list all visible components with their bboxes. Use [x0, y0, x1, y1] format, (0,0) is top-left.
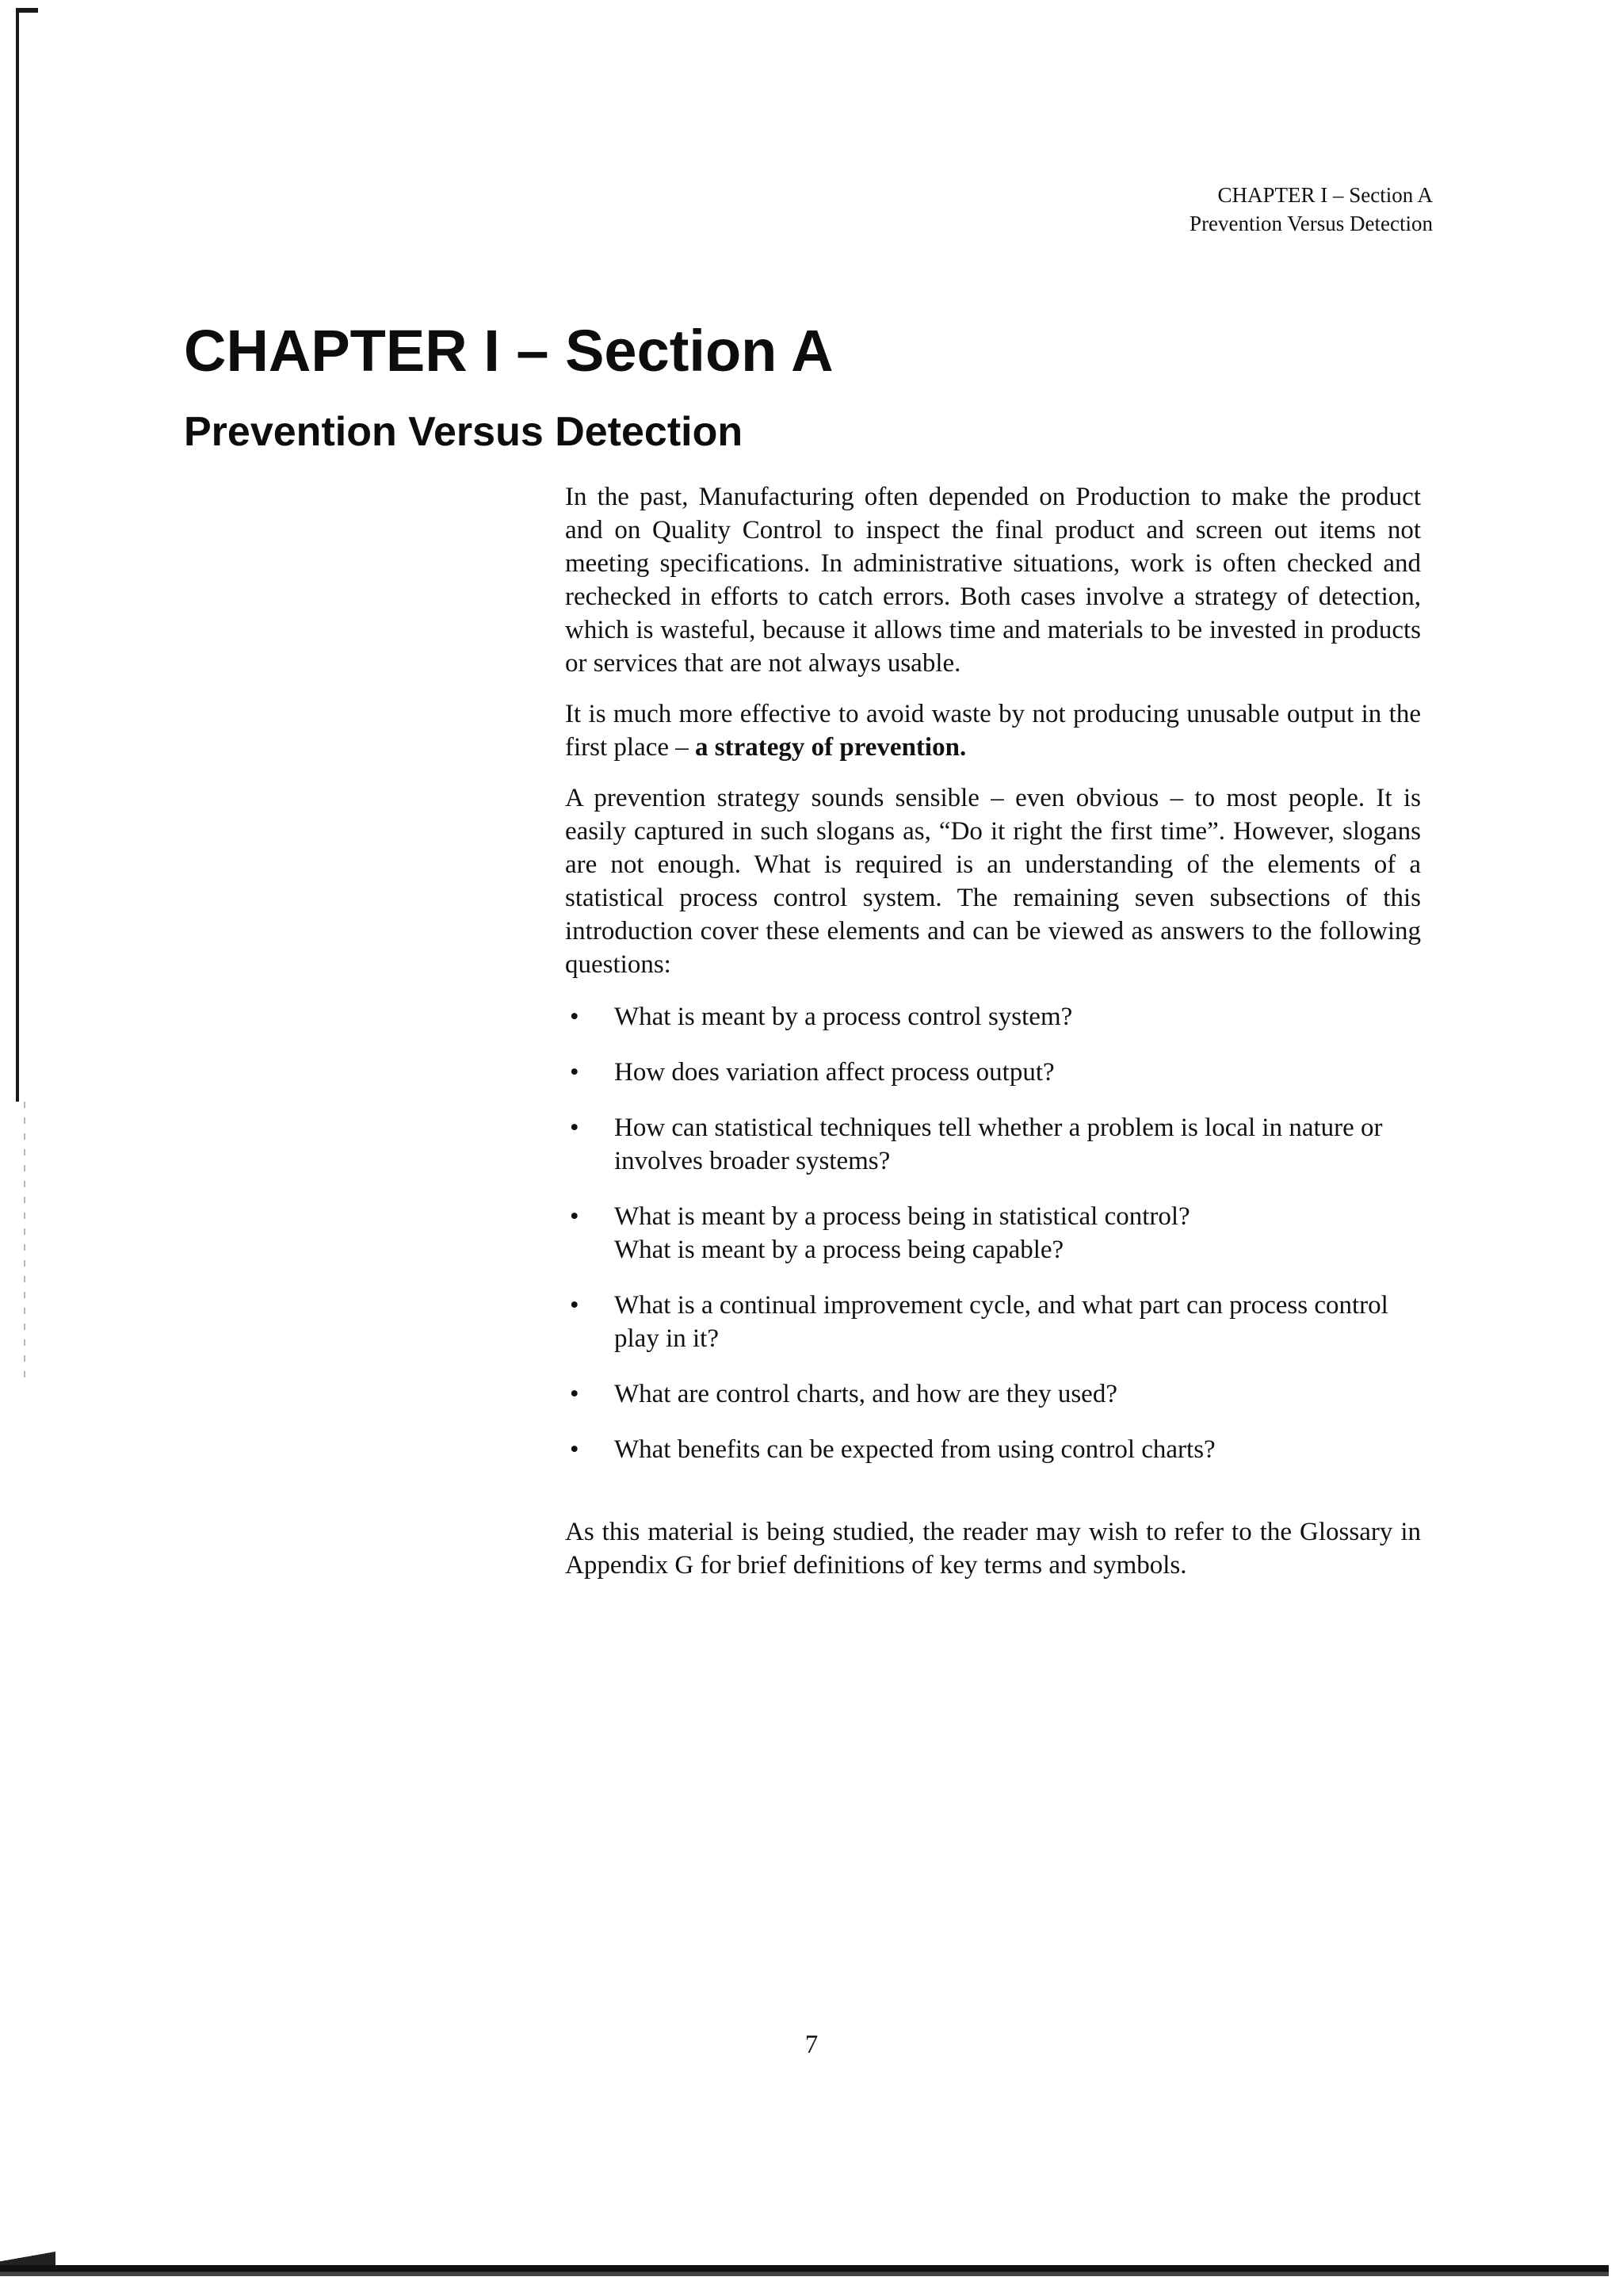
- bullet-icon: •: [570, 1380, 579, 1408]
- paragraph-prevention: [565, 697, 1421, 764]
- bullet-icon: •: [570, 1058, 579, 1087]
- list-item-text: How can statistical techniques tell whether a problem is local in nature or involves broader systems?: [614, 1114, 1383, 1175]
- list-item: [565, 1377, 1421, 1411]
- chapter-title: CHAPTER I – Section A: [184, 318, 834, 384]
- bullet-icon: •: [570, 1003, 579, 1031]
- running-header-chapter: CHAPTER I – Section A: [1217, 183, 1433, 207]
- list-item: [565, 1111, 1421, 1178]
- list-item-text: What is a continual improvement cycle, and what part can process control play in it?: [614, 1291, 1388, 1353]
- list-item-text: How does variation affect process output?: [614, 1058, 1055, 1087]
- list-item-text-second: What is meant by a process being capable?: [614, 1236, 1064, 1264]
- scan-bottom-edge-rule: [0, 2265, 1609, 2276]
- bullet-icon: •: [570, 1435, 579, 1464]
- list-item: [565, 1056, 1421, 1089]
- section-subtitle: Prevention Versus Detection: [184, 409, 743, 455]
- list-item-text: What benefits can be expected from using control charts?: [614, 1435, 1216, 1464]
- paragraph-detection: In the past, Manufacturing often depended on Production to make the product and on Quality Control to inspect the final product and screen out items not meeting specifications. In administrative situations, work is often checked and rechecked in efforts to catch errors. Both cases involve a strategy of detection, which is wasteful, because it allows time and materials to be invested in products or services that are not always usable.: [565, 483, 1421, 678]
- scan-left-edge-rule: [16, 8, 19, 1102]
- running-header-section: Prevention Versus Detection: [1190, 212, 1433, 235]
- page-number: 7: [804, 2030, 819, 2059]
- body-text: [565, 480, 1421, 1599]
- bullet-icon: •: [570, 1202, 579, 1231]
- bullet-icon: •: [570, 1114, 579, 1142]
- scan-left-edge-dashes: [24, 1102, 25, 1387]
- bullet-icon: •: [570, 1291, 579, 1320]
- list-item: [565, 1289, 1421, 1355]
- paragraph-prevention-strategy: A prevention strategy sounds sensible – even obvious – to most people. It is easily captured in such slogans as, “Do it right the first time”. However, slogans are not enough. What is required is an understanding of the elements of a statistical process control system. The remaining seven subsections of this introduction cover these elements and can be viewed as answers to the following questions:: [565, 784, 1421, 979]
- paragraph-prevention-text: It is much more effective to avoid waste by not producing unusable output in the first place –: [565, 700, 1421, 762]
- list-item-text: What are control charts, and how are they used?: [614, 1380, 1117, 1408]
- list-item-text: What is meant by a process control system?: [614, 1003, 1073, 1031]
- question-list: [565, 1000, 1421, 1466]
- paragraph-prevention-emphasis: a strategy of prevention.: [695, 733, 967, 762]
- paragraph-glossary-reference: As this material is being studied, the reader may wish to refer to the Glossary in Appendix G for brief definitions of key terms and symbols.: [565, 1518, 1421, 1580]
- running-header: [1190, 181, 1433, 238]
- list-item: [565, 1433, 1421, 1466]
- list-item: [565, 1200, 1421, 1266]
- scan-corner-mark: [16, 8, 38, 13]
- list-item: [565, 1000, 1421, 1033]
- list-item-text: What is meant by a process being in statistical control?: [614, 1202, 1190, 1231]
